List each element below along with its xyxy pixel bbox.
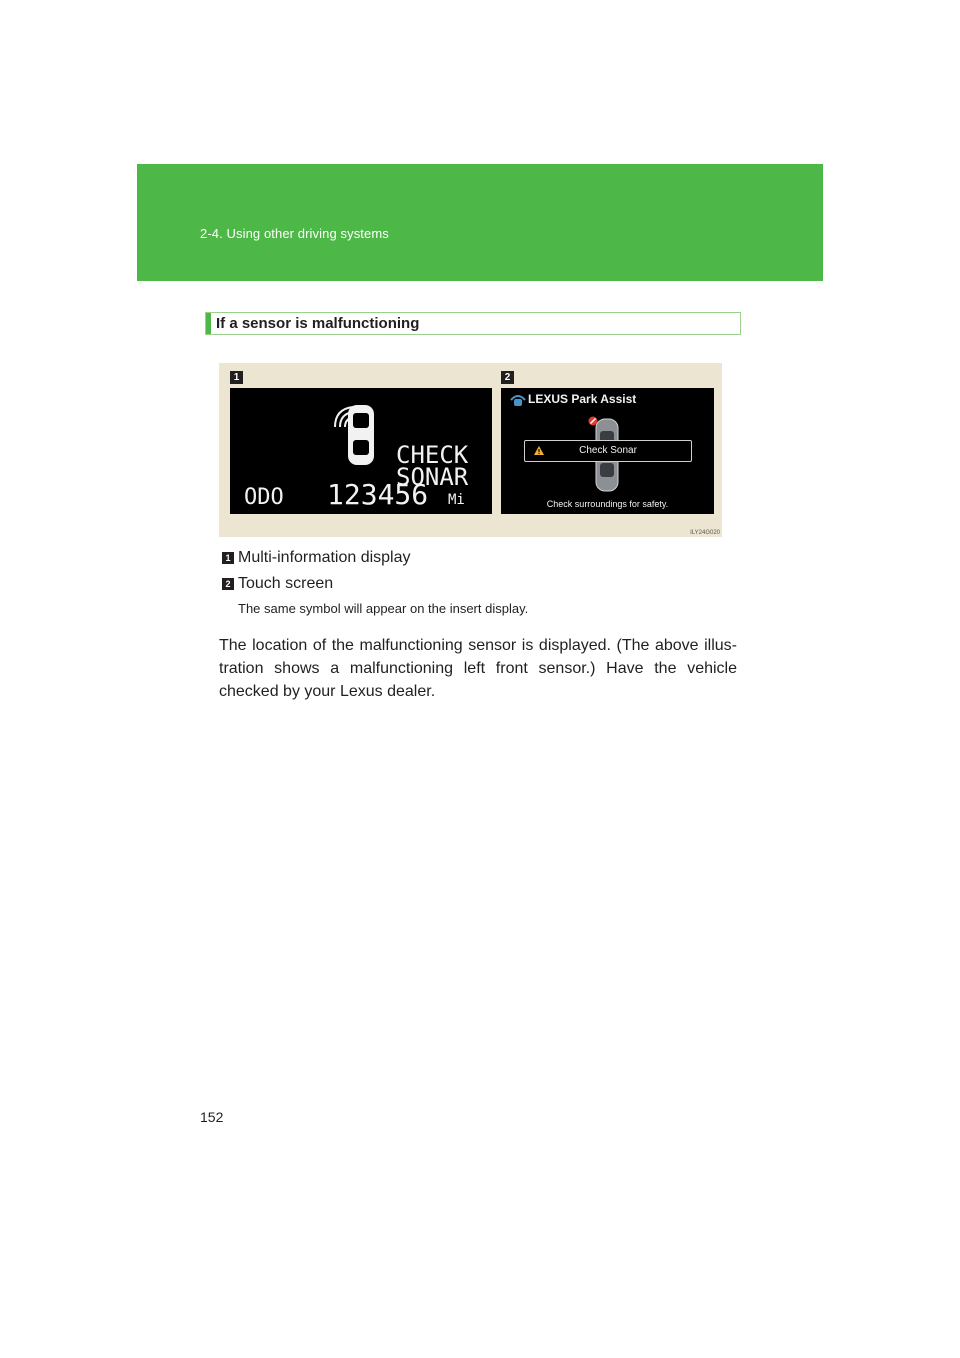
heading-accent-bar <box>206 313 211 334</box>
section-heading <box>205 312 741 335</box>
multi-information-display <box>230 388 492 514</box>
touch-screen-display <box>501 388 714 514</box>
odometer-value: 123456 <box>327 478 429 511</box>
odometer-unit: Mi <box>448 492 465 508</box>
body-paragraph: The location of the malfunctioning sensor is displayed. (The above illus-tration shows a malfunctioning left front sensor.) Have the vehicle checked by your Lexus dealer. <box>219 637 737 700</box>
odo-label: ODO <box>244 485 284 510</box>
note-text: The same symbol will appear on the insert display. <box>238 601 529 616</box>
park-assist-icon <box>509 391 527 407</box>
legend-badge: 1 <box>222 552 234 564</box>
check-sonar-alert <box>524 440 692 462</box>
car-top-view-icon <box>345 402 377 468</box>
illustration <box>219 363 722 537</box>
sonar-text: SONAR <box>396 463 469 491</box>
check-text: CHECK <box>396 441 469 469</box>
figure-code: ILY24G020 <box>690 530 720 536</box>
heading-text: If a sensor is malfunctioning <box>216 315 420 332</box>
legend-label: Multi-information display <box>238 549 411 566</box>
park-assist-title: LEXUS Park Assist <box>528 392 637 406</box>
header-band <box>137 164 823 281</box>
safety-message: Check surroundings for safety. <box>546 499 669 509</box>
legend-item-1 <box>222 549 411 567</box>
legend-badge: 2 <box>222 578 234 590</box>
figure-badge-2: 2 <box>501 371 514 384</box>
page-number: 152 <box>200 1109 224 1125</box>
figure-badge-1: 1 <box>230 371 243 384</box>
legend-item-2 <box>222 575 333 593</box>
legend-label: Touch screen <box>238 575 334 592</box>
check-sonar-text: Check Sonar <box>579 445 637 456</box>
section-label: 2-4. Using other driving systems <box>200 226 389 241</box>
